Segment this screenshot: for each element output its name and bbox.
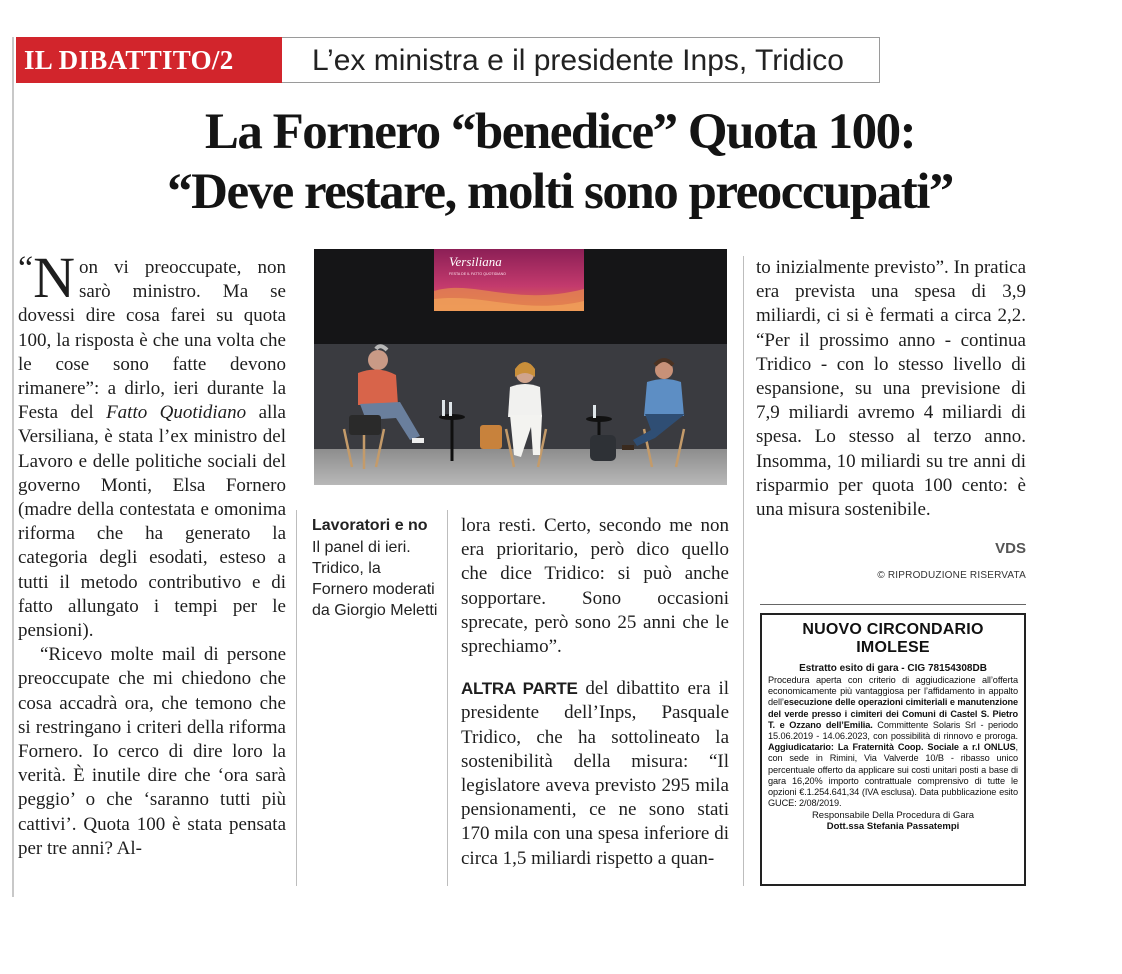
notice-footer-name: Dott.ssa Stefania Passatempi: [826, 821, 960, 833]
author-signature: VDS: [995, 540, 1026, 557]
headline: [90, 102, 1030, 222]
paragraph: ALTRA PARTE del dibattito era il presidente dell’Inps, Pasquale Tridico, che ha sottolineato la sostenibilità della misura: “Il legislatore aveva previsto 295 mila pensionamenti, ce ne sono stati 170 mila con una spesa inferiore di circa 1,5 miliardi rispetto a quan-: [461, 678, 729, 869]
ad-separator: [760, 604, 1026, 605]
photo-caption: [312, 515, 440, 621]
photo-illustration: [314, 249, 727, 485]
headline-line-2: “Deve restare, molti sono preoccupati”: [167, 164, 953, 220]
article-column-4: [756, 256, 1026, 522]
column-rule: [447, 510, 448, 886]
paragraph: to inizialmente previsto”. In pratica era prevista una spesa di 3,9 miliardi, ci si è fermati a circa 2,2. “Per il prossimo anno - continua Tridico - con lo stesso livello di espansione, su una previsione di 7,9 miliardi avremo 4 miliardi di spesa. Lo stesso al terzo anno. Insomma, 10 miliardi su tre anni di risparmio per quota 100 cento: è una misura sostenibile.: [756, 257, 1026, 521]
notice-subtitle: Estratto esito di gara - CIG 78154308DB: [799, 663, 987, 674]
stage-logo: Versiliana: [449, 254, 502, 269]
column-rule: [296, 510, 297, 886]
paragraph: “Ricevo molte mail di persone preoccupate che mi chiedono che cosa accadrà ora, che temono che si restringano i criteri della riforma Fornero. Io cerco di dire loro la verità. È inutile dire che ‘ora sarà peggio’ o che ‘saranno tutti più cattivi’. Quota 100 è stata pensata per tre anni? Al-: [18, 644, 286, 859]
stage-subtitle: FESTA DE IL FATTO QUOTIDIANO: [449, 272, 506, 276]
run-in-lead: ALTRA PARTE: [461, 679, 578, 699]
caption-title: Lavoratori e no: [312, 517, 428, 534]
notice-body: Procedura aperta con criterio di aggiudicazione all’offerta economicamente più vantaggiosa per l’affidamento in appalto dell’esecuzione delle operazioni cimiteriali e manutenzione del verde presso i cimiteri dei Comuni di Castel S. Pietro T. e Ozzano dell’Emilia. Committente Solaris Srl - periodo 15.06.2019 - 14.06.2023, con possibilità di rinnovo e proroga. Aggiudicatario: La Fraternità Coop. Sociale a r.l ONLUS, con sede in Rimini, Via Valverde 10/B - ribasso unico percentuale offerto da applicare sui costi unitari posti a base di gara 16,20% importo contrattuale comprensivo di tutte le opzioni €.1.254.641,34 (IVA esclusa). Data pubblicazione esito GUCE: 2/08/2019.: [768, 675, 1018, 809]
newspaper-name: Fatto Quotidiano: [106, 402, 247, 424]
page-left-rule: [12, 37, 14, 897]
notice-title: NUOVO CIRCONDARIO IMOLESE: [802, 621, 984, 656]
copyright-notice: © RIPRODUZIONE RISERVATA: [877, 570, 1026, 581]
section-subtitle: L’ex ministra e il presidente Inps, Tridico: [282, 37, 880, 83]
legal-notice-box: [760, 613, 1026, 886]
panel-photo: [314, 249, 727, 485]
paragraph: lora resti. Certo, secondo me non era prioritario, però dico quello che dice Tridico: si può anche sopportare. Sono occasioni sprecate, però sono 25 anni che le sprechiamo”.: [461, 515, 729, 658]
article-column-3: [461, 514, 729, 871]
drop-cap: “N: [18, 245, 75, 310]
column-rule: [743, 256, 744, 886]
section-kicker: IL DIBATTITO/2: [16, 37, 282, 83]
article-column-1: [18, 245, 286, 861]
caption-text: Il panel di ieri. Tridico, la Fornero moderati da Giorgio Meletti: [312, 539, 438, 619]
notice-footer-role: Responsabile Della Procedura di Gara: [811, 810, 975, 822]
paragraph-lead: “N on vi preoccupate, non sarò ministro. Ma se dovessi dire cosa farei su quota 100, la risposta è che una volta che le cose sono fatte devono rimanere”: a dirlo, ieri durante la Festa del Fatto Quotidiano alla Versiliana, è stata l’ex ministro del Lavoro e delle politiche sociali del governo Monti, Elsa Fornero (madre della contestata e omonima riforma che ha generato la categoria degli esodati, esteso a tutti il metodo contributivo e di fatto allungato i tempi per le pensioni).: [18, 245, 286, 642]
headline-line-1: La Fornero “benedice” Quota 100:: [204, 104, 916, 160]
